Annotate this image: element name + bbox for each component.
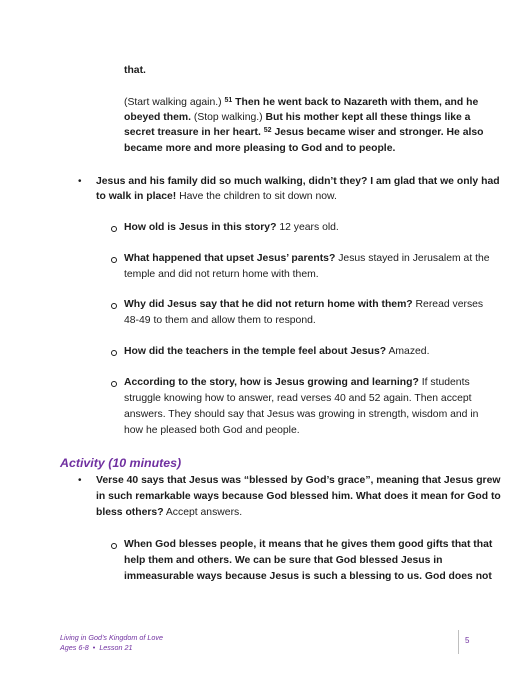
question-1: How old is Jesus in this story? 12 years old. [124,222,339,233]
question-2-line-2: temple and did not return home with them. [124,269,319,280]
question-3-line-2: 48-49 to them and allow them to respond. [124,315,316,326]
bullet-dot: • [78,475,82,486]
activity-sub-line-1: When God blesses people, it means that he gives them good gifts that that [124,539,493,550]
footer-subtitle: Ages 6-8 • Lesson 21 [60,643,133,652]
question-5-line-4: how he pleased both God and people. [124,425,300,436]
activity-line-2: in such remarkable ways because God blessed him. What does it mean for God to [96,491,501,502]
question-5-line-2: struggle knowing how to answer, read verses 40 and 52 again. Then accept [124,393,472,404]
sub-bullet-circle [111,303,117,309]
footer-divider [458,630,459,654]
question-5-line-1: According to the story, how is Jesus growing and learning? If students [124,377,470,388]
activity-line-1: Verse 40 says that Jesus was “blessed by God’s grace”, meaning that Jesus grew [96,475,501,486]
question-2-line-1: What happened that upset Jesus’ parents? Jesus stayed in Jerusalem at the [124,253,490,264]
sub-bullet-circle [111,226,117,232]
activity-heading: Activity (10 minutes) [60,456,182,470]
activity-sub-line-3: immeasurable ways because Jesus is such a blessing to us. God does not [124,571,492,582]
story-line-3: secret treasure in her heart. $^{52}$ Jesus became wiser and stronger. He also [124,127,484,138]
sub-bullet-circle [111,350,117,356]
story-line-2: obeyed them. (Stop walking.) But his mother kept all these things like a [124,112,471,123]
story-line-1: (Start walking again.) $^{51}$ Then he went back to Nazareth with them, and he [124,97,479,108]
story-line-4: became more and more pleasing to God and to people. [124,143,396,154]
question-5-line-3: answers. They should say that Jesus was growing in strength, wisdom and in [124,409,479,420]
question-4: How did the teachers in the temple feel about Jesus? Amazed. [124,346,430,357]
sub-bullet-circle [111,257,117,263]
story-line-0: that. [124,65,146,76]
bullet-dot: • [78,176,82,187]
activity-line-3: bless others? Accept answers. [96,507,243,518]
activity-sub-line-2: help them and others. We can be sure that God blessed Jesus in [124,555,443,566]
question-3-line-1: Why did Jesus say that he did not return home with them? Reread verses [124,299,484,310]
sub-bullet-circle [111,381,117,387]
sub-bullet-circle [111,543,117,549]
footer-title: Living in God’s Kingdom of Love [60,633,163,642]
bullet1-line-1: Jesus and his family did so much walking, didn’t they? I am glad that we only had [96,176,500,187]
bullet1-line-2: to walk in place! Have the children to sit down now. [96,191,337,202]
page-number: 5 [465,636,470,645]
